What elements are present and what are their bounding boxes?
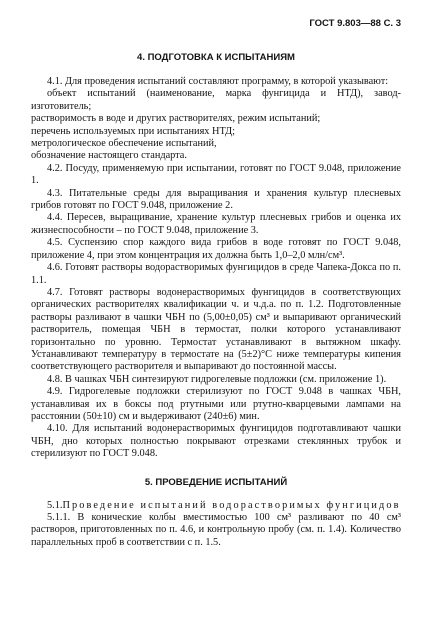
- paragraph-4-5: 4.5. Суспензию спор каждого вида грибов в воде готовят по ГОСТ 9.048, приложение 4, при этом концентрация их должна быть 1,0–2,0 млн/см³.: [31, 237, 401, 261]
- section-5-title: 5. ПРОВЕДЕНИЕ ИСПЫТАНИЙ: [144, 476, 288, 488]
- list-item: объект испытаний (наименование, марка фунгицида и НТД), завод-изготовитель;: [31, 88, 401, 112]
- section-4-title: 4. ПОДГОТОВКА К ИСПЫТАНИЯМ: [137, 52, 295, 63]
- paragraph-number: 5.1.: [47, 499, 63, 511]
- paragraph-4-10: 4.10. Для испытаний водонерастворимых фунгицидов подготавливают чашки ЧБН, дно которых полностью покрывают отрезками стеклянных трубок и стерилизуют по ГОСТ 9.048.: [31, 423, 401, 460]
- paragraph-4-1: 4.1. Для проведения испытаний составляют программу, в которой указывают:: [47, 76, 389, 87]
- list-item: метрологическое обеспечение испытаний,: [31, 138, 217, 150]
- paragraph-5-1: [31, 500, 401, 512]
- page-header: ГОСТ 9.803—88 С. 3: [309, 18, 401, 29]
- paragraph-4-2: 4.2. Посуду, применяемую при испытании, готовят по ГОСТ 9.048, приложение 1.: [31, 162, 401, 187]
- paragraph-4-4: 4.4. Пересев, выращивание, хранение культур плесневых грибов и оценка их жизнеспособности – по ГОСТ 9.048, приложение 3.: [31, 212, 401, 236]
- subsection-heading: Проведение испытаний водорастворимых фунгицидов: [62, 499, 401, 511]
- list-item: растворимость в воде и других растворителях, режим испытаний;: [31, 113, 321, 125]
- paragraph-4-8: 4.8. В чашках ЧБН синтезируют гидрогелевые подложки (см. приложение 1).: [47, 373, 387, 385]
- paragraph-4-3: 4.3. Питательные среды для выращивания и хранения культур плесневых грибов готовят по ГОСТ 9.048, приложение 2.: [31, 187, 401, 212]
- paragraph-4-7: 4.7. Готовят растворы водонерастворимых фунгицидов в соответствующих органических растворителях квалификации ч. и ч.д.а. по п. 1.2. Подготовленные растворы разливают в чашки ЧБН по (5,00±0,05) см³ и выпаривают органический растворитель, помещая ЧБН в термостат, полки которого устанавливают горизонтально по уровню. Термостат устанавливают в вытяжном шкафу. Устанавливают температуру в термостате на (5±2)°С ниже температуры кипения соответствующего растворителя и выпаривают до постоянной массы.: [31, 286, 401, 373]
- list-item: перечень используемых при испытаниях НТД;: [31, 125, 235, 137]
- paragraph-5-1-1: 5.1.1. В конические колбы вместимостью 100 см³ разливают по 40 см³ растворов, приготовленных по п. 4.6, и контрольную пробу (см. п. 1.4). Количество параллельных проб в соответствии с п. 1.5.: [31, 512, 401, 548]
- paragraph-4-9: 4.9. Гидрогелевые подложки стерилизуют по ГОСТ 9.048 в чашках ЧБН, устанавливая их в боксы под ртутными или ртутно-кварцевыми лампами на расстоянии (50±10) см и выдерживают (240±6) мин.: [31, 386, 401, 422]
- paragraph-4-6: 4.6. Готовят растворы водорастворимых фунгицидов в среде Чапека-Докса по п. 1.1.: [31, 262, 401, 286]
- list-item: обозначение настоящего стандарта.: [31, 150, 187, 162]
